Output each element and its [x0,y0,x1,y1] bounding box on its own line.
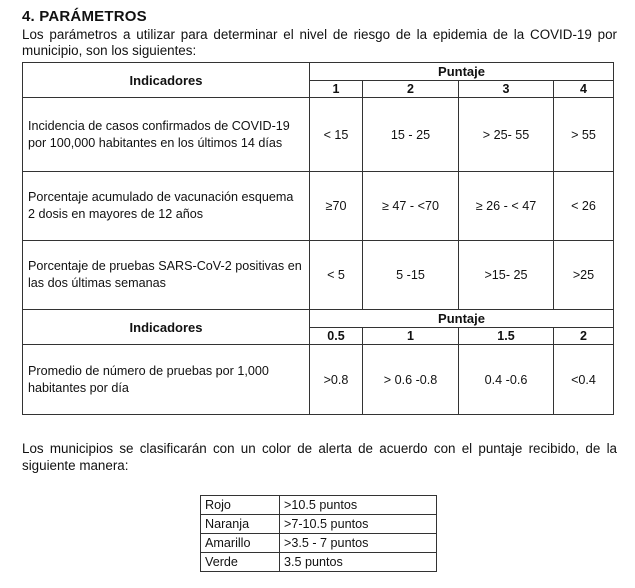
indicator-cell: Promedio de número de pruebas por 1,000 habitantes por día [23,345,310,415]
value-cell: < 26 [554,172,614,241]
table1-header-row [23,63,614,81]
table1-score-level: 1 [310,81,363,98]
table-row [23,241,614,310]
closing-paragraph: Los municipios se clasificarán con un color de alerta de acuerdo con el puntaje recibido, de la siguiente manera: [22,441,617,473]
table2-score-level: 2 [554,328,614,345]
value-cell: 5 -15 [363,241,459,310]
value-cell: < 15 [310,98,363,172]
section-title: 4. PARÁMETROS [22,8,147,25]
indicator-cell: Incidencia de casos confirmados de COVID-19 por 100,000 habitantes en los últimos 14 días [23,98,310,172]
value-cell: > 0.6 -0.8 [363,345,459,415]
table2-score-level: 1 [363,328,459,345]
value-cell: < 5 [310,241,363,310]
alert-color-table [200,495,437,572]
table1-score-level: 4 [554,81,614,98]
table-row [23,345,614,415]
table1-indicator-header: Indicadores [23,63,310,98]
value-cell: > 25- 55 [459,98,554,172]
alert-color-range: >7-10.5 puntos [280,515,437,534]
value-cell: <0.4 [554,345,614,415]
value-cell: > 55 [554,98,614,172]
alert-row [201,496,437,515]
indicator-cell: Porcentaje acumulado de vacunación esquema 2 dosis en mayores de 12 años [23,172,310,241]
table2-score-header: Puntaje [310,310,614,328]
table2-score-level: 0.5 [310,328,363,345]
intro-paragraph: Los parámetros a utilizar para determinar el nivel de riesgo de la epidemia de la COVID-19 por municipio, son los siguientes: [22,27,617,58]
table2-header-row [23,310,614,328]
alert-row [201,515,437,534]
value-cell: >25 [554,241,614,310]
alert-color-range: >10.5 puntos [280,496,437,515]
alert-color-range: 3.5 puntos [280,553,437,572]
table1-score-level: 3 [459,81,554,98]
alert-color-name: Verde [201,553,280,572]
alert-color-name: Rojo [201,496,280,515]
table-row [23,98,614,172]
value-cell: >0.8 [310,345,363,415]
value-cell: ≥ 26 - < 47 [459,172,554,241]
alert-row [201,553,437,572]
value-cell: 0.4 -0.6 [459,345,554,415]
value-cell: ≥ 47 - <70 [363,172,459,241]
value-cell: ≥70 [310,172,363,241]
value-cell: >15- 25 [459,241,554,310]
table1-score-header: Puntaje [310,63,614,81]
table1-score-level: 2 [363,81,459,98]
indicator-cell: Porcentaje de pruebas SARS-CoV-2 positivas en las dos últimas semanas [23,241,310,310]
alert-color-range: >3.5 - 7 puntos [280,534,437,553]
alert-row [201,534,437,553]
table2-score-level: 1.5 [459,328,554,345]
value-cell: 15 - 25 [363,98,459,172]
alert-color-name: Amarillo [201,534,280,553]
alert-color-name: Naranja [201,515,280,534]
table2-indicator-header: Indicadores [23,310,310,345]
parameters-table [22,62,614,415]
table-row [23,172,614,241]
